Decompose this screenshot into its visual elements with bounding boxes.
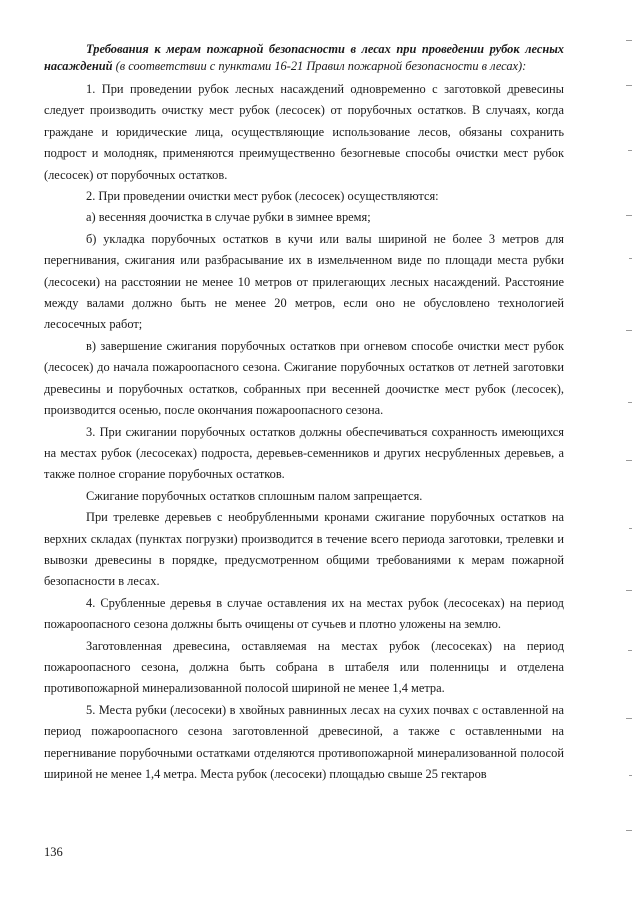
paragraph: Сжигание порубочных остатков сплошным палом запрещается. bbox=[86, 488, 423, 503]
page-content bbox=[44, 41, 564, 785]
paragraph: 2. При проведении очистки мест рубок (лесосек) осуществляются: bbox=[86, 189, 439, 204]
paragraph: Заготовленная древесина, оставляемая на местах рубок (лесосеках) на период пожароопасного сезона, должна быть собрана в штабеля или поленницы и отделена противопожарной минерализованной полосой шириной не менее 1,4 метра. bbox=[44, 638, 564, 696]
paragraph: 5. Места рубки (лесосеки) в хвойных равнинных лесах на сухих почвах с оставленной на период пожароопасного сезона заготовленной древесиной, а также с оставленными на перегнивание порубочными остатками отделяются противопожарной минерализованной полосой шириной не менее 1,4 метра. Места рубок (лесосеки) площадью свыше 25 гектаров bbox=[44, 702, 564, 781]
paragraph: в) завершение сжигания порубочных остатков при огневом способе очистки мест рубок (лесосек) до начала пожароопасного сезона. Сжигание порубочных остатков от летней заготовки древесины и порубочных остатков, собранных при весенней доочистке мест рубок (лесосек), производится осенью, после окончания пожароопасного сезона. bbox=[44, 338, 564, 418]
paragraph: 1. При проведении рубок лесных насаждений одновременно с заготовкой древесины следует производить очистку мест рубок (лесосек) от порубочных остатков. В случаях, когда граждане и юридические лица, осуществляющие использование лесов, обязаны сохранить подрост и молодняк, применяются преимущественно безогневые способы очистки мест рубок (лесосек) от порубочных остатков. bbox=[44, 82, 564, 182]
scan-edge-marks bbox=[622, 30, 632, 870]
paragraph: б) укладка порубочных остатков в кучи или валы шириной не более 3 метров для перегнивания, сжигания или разбрасывание их в измельченном виде по площади места рубки (лесосеки) на расстоянии не менее 10 метров от прилегающих лесных насаждений. Расстояние между валами должно быть не менее 20 метров, если оно не обусловлено технологией лесосечных работ; bbox=[44, 231, 564, 332]
paragraph: а) весенняя доочистка в случае рубки в зимнее время; bbox=[86, 210, 371, 225]
paragraph: 3. При сжигании порубочных остатков должны обеспечиваться сохранность имеющихся на местах рубок (лесосеках) подроста, деревьев-семенников и других несрубленных деревьев, а также полное сгорание порубочных остатков. bbox=[44, 424, 564, 482]
section-heading bbox=[44, 41, 564, 75]
heading-note-text: (в соответствии с пунктами 16-21 Правил пожарной безопасности в лесах): bbox=[112, 59, 527, 73]
paragraph: При трелевке деревьев с необрубленными кронами сжигание порубочных остатков на верхних складах (пунктах погрузки) производится в течение всего периода заготовки, трелевки и вывозки древесины в порядке, предусмотренном общими требованиями к мерам пожарной безопасности в лесах. bbox=[44, 510, 564, 589]
page-number: 136 bbox=[44, 845, 63, 859]
paragraph: 4. Срубленные деревья в случае оставления их на местах рубок (лесосеках) на период пожароопасного сезона должны быть очищены от сучьев и плотно уложены на землю. bbox=[44, 595, 564, 632]
heading-bold-text: Требования к мерам пожарной безопасности в лесах при проведении рубок лесных насаждений bbox=[44, 42, 564, 73]
